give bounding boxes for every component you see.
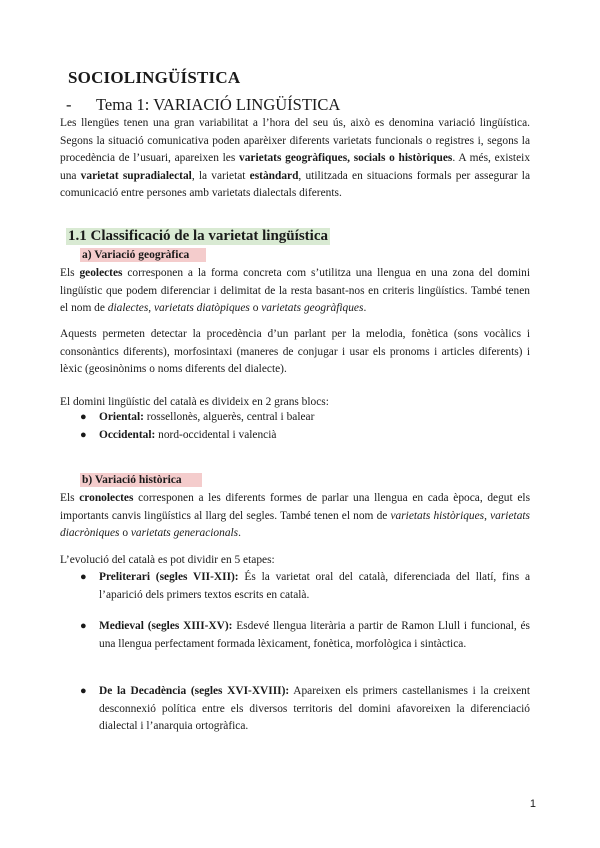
cronolectes-paragraph	[60, 490, 530, 543]
bullet-icon: ●	[80, 620, 87, 632]
geo-bold-geolectes: geolectes	[79, 267, 123, 279]
intro-bold-varietats: varietats geogràfiques, socials o històriques	[239, 152, 453, 165]
intro-paragraph	[60, 115, 530, 203]
geo-italic-geografiques: varietats geogràfiques	[261, 302, 364, 315]
tema-dash: -	[66, 95, 72, 114]
list-item	[78, 427, 530, 445]
geo-italic-dialectes: dialectes	[107, 302, 149, 315]
blocs-list	[78, 409, 530, 444]
geo-italic-diatopiques: varietats diatòpiques	[153, 302, 250, 315]
bullet-icon: ●	[80, 428, 87, 441]
hist-bold-cronolectes: cronolectes	[79, 492, 134, 504]
etapa-text: Esdevé llengua literària a partir de Ramon Llull i funcional, és una llengua perfectament formada lèxicament, fonètica, morfològica i sintàctica.	[99, 620, 530, 650]
page-number: 1	[529, 798, 536, 810]
intro-text-2: . A més, existeix una	[60, 152, 531, 182]
geo-text-4: o	[249, 302, 262, 315]
geo-text-5: .	[363, 302, 367, 315]
bullet-icon: ●	[80, 411, 87, 423]
bloc-label: Oriental:	[99, 411, 144, 423]
intro-bold-supradialectal: varietat supradialectal	[80, 169, 192, 182]
etapes-list	[78, 569, 530, 604]
list-item	[78, 569, 530, 604]
intro-text-3: , la varietat	[191, 169, 250, 182]
bloc-label: Occidental:	[99, 428, 156, 441]
intro-bold-estandard: estàndard	[249, 169, 299, 182]
bullet-icon: ●	[80, 685, 87, 697]
etapa-label: De la Decadència (segles XVI-XVIII):	[99, 685, 290, 697]
geolectes-paragraph	[60, 265, 530, 318]
section-heading-1-1: 1.1 Classificació de la varietat lingüística	[68, 228, 328, 244]
bloc-text: nord-occidental i valencià	[155, 428, 277, 441]
hist-italic-generacionals: varietats generacionals	[130, 527, 239, 540]
geo-text-3: ,	[148, 302, 154, 315]
hist-text-3: ,	[484, 509, 491, 522]
intro-text-4: , utilitzada en situacions formals per assegurar la comunicació entre persones amb varietats dialectals diferents.	[60, 169, 530, 200]
hist-text-4: o	[119, 527, 131, 540]
geo-text-1: Els	[60, 267, 80, 279]
evolucio-paragraph: L’evolució del català es pot dividir en 5 etapes:	[60, 554, 275, 566]
procedencia-paragraph: Aquests permeten detectar la procedència d’un parlant per la melodia, fonètica (sons vocàlics i consonàntics diferents), morfosintaxi (maneres de conjugar i usar els pronoms i articles diferents) i lèxic (geosinònims o noms diferents del dialecte).	[60, 328, 530, 376]
subheading-variacio-geografica: a) Variació geogràfica	[80, 248, 206, 262]
intro-text-1: Les llengües tenen una gran variabilitat a l’hora del seu ús, això es denomina variació lingüística. Segons la situació comunicativa poden aparèixer diferents varietats funcionals o registres i, segons la procedència de l’usuari, apareixen les	[60, 117, 530, 165]
document-title: SOCIOLINGÜÍSTICA	[68, 68, 241, 87]
list-item	[78, 409, 530, 427]
etapa-text: Apareixen els primers castellanismes i la creixent desconnexió política entre els diversos territoris del domini afavoreixen la diferenciació dialectal i l’anarquia ortogràfica.	[99, 685, 531, 733]
hist-text-1: Els	[60, 492, 80, 504]
bloc-text: rossellonès, alguerès, central i balear	[143, 411, 315, 423]
hist-text-2: corresponen a les diferents formes de parlar una llengua en cada època, degut els importants canvis lingüístics al llarg del segles. També tenen el nom de	[60, 492, 530, 522]
etapes-list	[78, 683, 530, 736]
geo-text-2: corresponen a la forma concreta com s’utilitza una llengua en una zona del domini lingüístic que podem diferenciar i delimitat de la resta basant-nos en criteris lingüístics. També tenen el nom de	[60, 267, 531, 315]
list-item	[78, 618, 530, 653]
etapes-list	[78, 618, 530, 653]
etapa-text: És la varietat oral del català, diferenciada del llatí, fins a l’aparició dels primers textos escrits en català.	[99, 571, 530, 601]
subheading-variacio-historica: b) Variació històrica	[80, 473, 202, 487]
hist-italic-diacroniques: varietats diacròniques	[60, 509, 530, 540]
etapa-label: Preliterari (segles VII-XII):	[99, 571, 239, 583]
domini-paragraph: El domini lingüístic del català es divideix en 2 grans blocs:	[60, 396, 329, 408]
etapa-label: Medieval (segles XIII-XV):	[99, 620, 233, 632]
bullet-icon: ●	[80, 571, 87, 583]
hist-text-5: .	[238, 527, 241, 540]
tema-heading	[66, 95, 340, 115]
hist-italic-historiques: varietats històriques	[390, 509, 485, 522]
tema-label: Tema 1: VARIACIÓ LINGÜÍSTICA	[96, 95, 341, 114]
list-item	[78, 683, 530, 736]
